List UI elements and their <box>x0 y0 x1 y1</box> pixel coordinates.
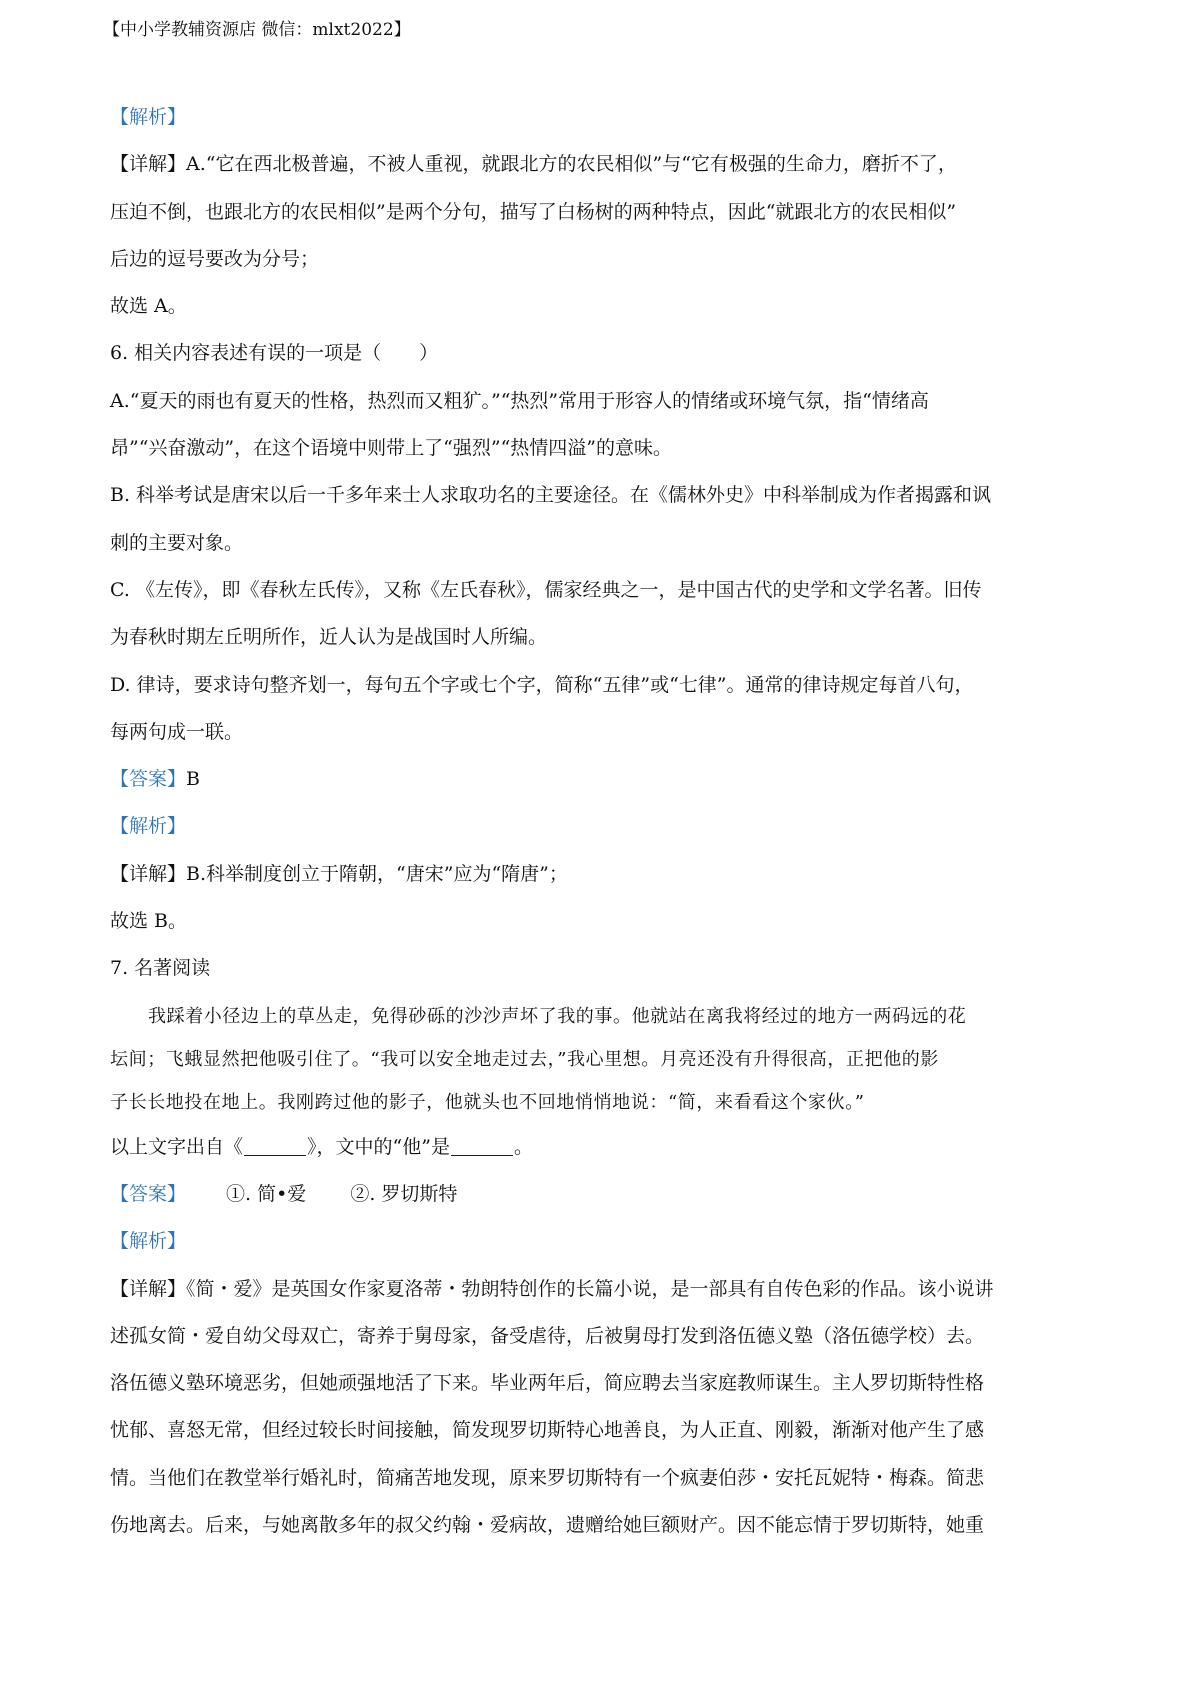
q5-conclusion: 故选 A。 <box>110 295 187 318</box>
q6-option-line: 为春秋时期左丘明所作，近人认为是战国时人所编。 <box>110 626 548 649</box>
answer-value: B <box>186 768 200 791</box>
q7-answer <box>110 1171 1100 1218</box>
q6-detail <box>110 851 1100 898</box>
answer-value-2: ②. 罗切斯特 <box>350 1182 458 1205</box>
q7-detail-line: 情。当他们在教堂举行婚礼时，简痛苦地发现，原来罗切斯特有一个疯妻伯莎・安托瓦妮特・梅森。简悲 <box>110 1466 985 1489</box>
answer-blank-2[interactable] <box>451 1136 513 1156</box>
q6-conclusion: 故选 B。 <box>110 910 188 933</box>
q5-analysis-heading <box>110 94 1100 141</box>
detail-tag: 【详解】 <box>110 862 187 885</box>
detail-tag: 【详解】 <box>110 153 187 176</box>
analysis-tag: 【解析】 <box>110 106 187 128</box>
q6-option-line: C. 《左传》，即《春秋左氏传》，又称《左氏春秋》，儒家经典之一，是中国古代的史学和文学名著。旧传 <box>110 578 982 601</box>
analysis-tag: 【解析】 <box>110 1230 187 1253</box>
document-body <box>110 94 1100 1549</box>
header-source: 【中小学教辅资源店 微信：mlxt2022】 <box>103 20 411 40</box>
q6-option-line: 昂”“兴奋激动”，在这个语境中则带上了“强烈”“热情四溢”的意味。 <box>110 437 672 460</box>
q6-stem: 6. 相关内容表述有误的一项是（ ） <box>110 342 439 365</box>
q7-stem: 7. 名著阅读 <box>110 957 211 980</box>
question-text: 》，文中的“他”是 <box>307 1135 450 1158</box>
q6-option-line: 刺的主要对象。 <box>110 531 244 554</box>
q7-detail-line: 述孤女简・爱自幼父母双亡，寄养于舅母家，备受虐待，后被舅母打发到洛伍德义塾（洛伍德学校）去。 <box>110 1324 985 1347</box>
answer-value-1: ①. 简•爱 <box>226 1182 307 1205</box>
q7-passage-line: 我踩着小径边上的草丛走，免得砂砾的沙沙声坏了我的事。他就站在离我将经过的地方一两码远的花 <box>148 1005 967 1027</box>
q6-option-line: D. 律诗，要求诗句整齐划一，每句五个字或七个字，简称“五律”或“七律”。通常的律诗规定每首八句， <box>110 673 974 696</box>
q5-detail-line: 后边的逗号要改为分号； <box>110 247 320 270</box>
q7-detail-line: 洛伍德义塾环境恶劣，但她顽强地活了下来。毕业两年后，简应聘去当家庭教师谋生。主人罗切斯特性格 <box>110 1372 985 1395</box>
question-text: 以上文字出自《 <box>110 1135 244 1158</box>
q7-detail-line: 忧郁、喜怒无常，但经过较长时间接触，简发现罗切斯特心地善良，为人正直、刚毅，渐渐对他产生了感 <box>110 1419 985 1442</box>
q6-option-line: A.“夏天的雨也有夏天的性格，热烈而又粗犷。”“热烈”常用于形容人的情绪或环境气氛，指“情绪高 <box>110 389 929 412</box>
detail-text: 《简・爱》是英国女作家夏洛蒂・勃朗特创作的长篇小说，是一部具有自传色彩的作品。该小说讲 <box>186 1277 994 1300</box>
q7-passage-line: 坛间；飞蛾显然把他吸引住了。“我可以安全地走过去，”我心里想。月亮还没有升得很高，正把他的影 <box>110 1048 939 1070</box>
analysis-tag: 【解析】 <box>110 815 187 838</box>
q7-passage-line: 子长长地投在地上。我刚跨过他的影子，他就头也不回地悄悄地说：“简，来看看这个家伙。” <box>110 1091 865 1113</box>
q7-detail-line <box>110 1266 1100 1313</box>
answer-tag: 【答案】 <box>110 1182 187 1205</box>
q5-detail-line <box>110 141 1100 188</box>
detail-tag: 【详解】 <box>110 1277 187 1300</box>
q7-question <box>110 1124 1100 1171</box>
q6-option-line: B. 科举考试是唐宋以后一千多年来士人求取功名的主要途径。在《儒林外史》中科举制成为作者揭露和讽 <box>110 484 992 507</box>
answer-tag: 【答案】 <box>110 768 187 791</box>
detail-text: B.科举制度创立于隋朝，“唐宋”应为“隋唐”； <box>186 862 568 885</box>
detail-text: A.“它在西北极普遍，不被人重视，就跟北方的农民相似”与“它有极强的生命力，磨折不了， <box>186 153 957 176</box>
q5-detail-line: 压迫不倒，也跟北方的农民相似”是两个分句，描写了白杨树的两种特点，因此“就跟北方的农民相似” <box>110 200 957 223</box>
q6-answer <box>110 756 1100 803</box>
q7-analysis-heading <box>110 1218 1100 1265</box>
question-text: 。 <box>513 1135 533 1158</box>
answer-blank-1[interactable] <box>244 1136 306 1156</box>
q6-analysis-heading <box>110 803 1100 850</box>
q7-detail-line: 伤地离去。后来，与她离散多年的叔父约翰・爱病故，遗赠给她巨额财产。因不能忘情于罗切斯特，她重 <box>110 1514 985 1537</box>
q6-option-line: 每两句成一联。 <box>110 720 244 743</box>
